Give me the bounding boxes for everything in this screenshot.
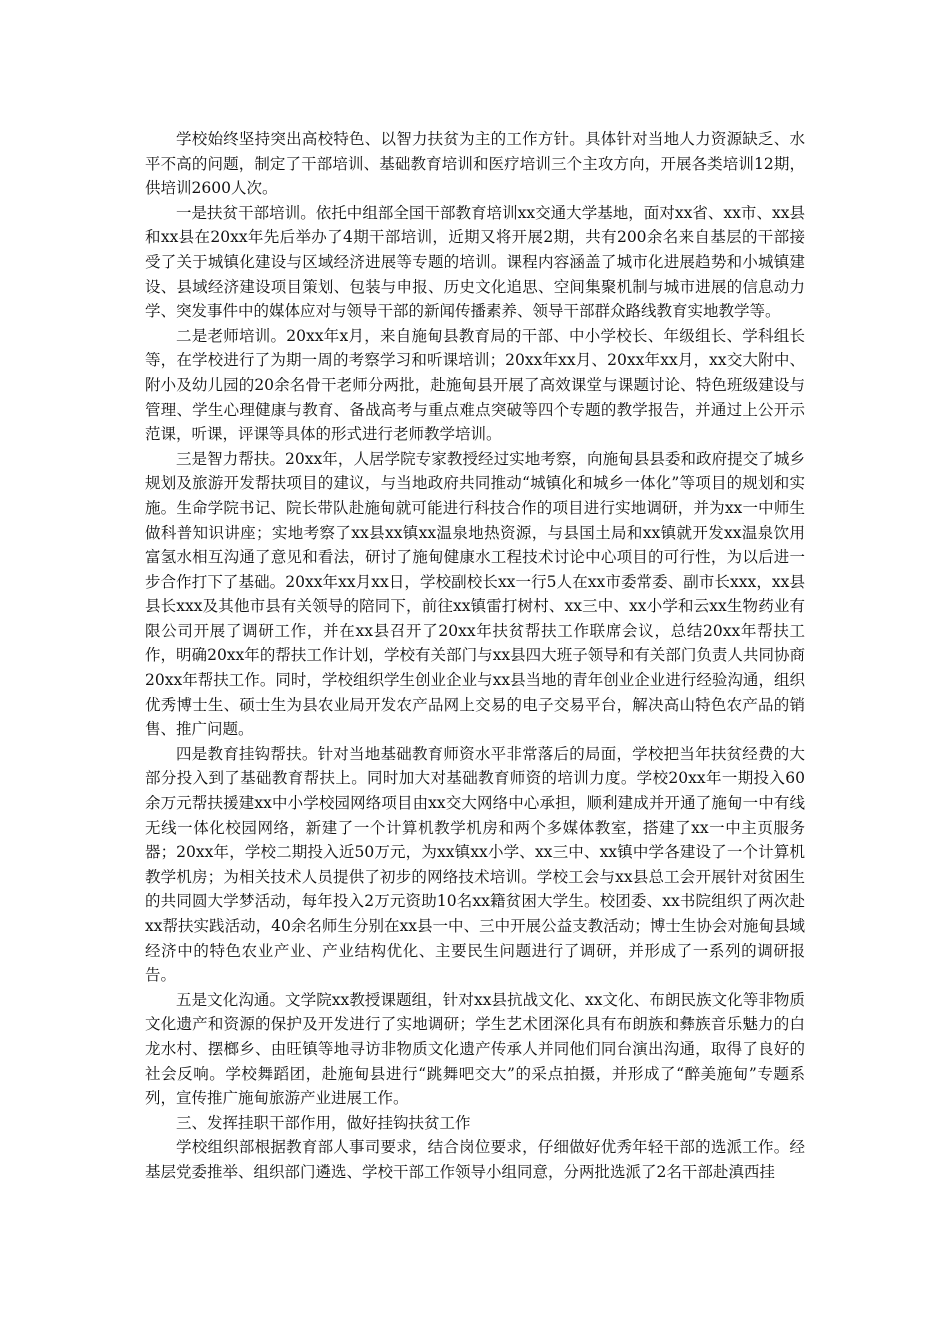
paragraph-intellectual-support: 三是智力帮扶。20xx年，人居学院专家教授经过实地考察，向施甸县县委和政府提交了城乡规划及旅游开发帮扶项目的建议，与当地政府共同推动“城镇化和城乡一体化”等项目的规划和实施。生命学院书记、院长带队赴施甸就可能进行科技合作的项目进行实地调研，并为xx一中师生做科普知识讲座；实地考察了xx县xx镇xx温泉地热资源，与县国土局和xx镇就开发xx温泉饮用富氢水相互沟通了意见和看法，研讨了施甸健康水工程技术讨论中心项目的可行性，为以后进一步合作打下了基础。20xx年xx月xx日，学校副校长xx一行5人在xx市委常委、副市长xxx，xx县县长xxx及其他市县有关领导的陪同下，前往xx镇雷打树村、xx三中、xx小学和云xx生物药业有限公司开展了调研工作，并在xx县召开了20xx年扶贫帮扶工作联席会议，总结20xx年帮扶工作，明确20xx年的帮扶工作计划，学校有关部门与xx县四大班子领导和有关部门负责人共同协商20xx年帮扶工作。同时，学校组织学生创业企业与xx县当地的青年创业企业进行经验沟通，组织优秀博士生、硕士生为县农业局开发农产品网上交易的电子交易平台，解决高山特色农产品的销售、推广问题。: [145, 449, 805, 739]
document-page: [145, 127, 805, 1185]
paragraph-cultural-exchange: 五是文化沟通。文学院xx教授课题组，针对xx县抗战文化、xx文化、布朗民族文化等非物质文化遗产和资源的保护及开发进行了实地调研；学生艺术团深化具有布朗族和彝族音乐魅力的白龙水村、摆榔乡、由旺镇等地寻访非物质文化遗产传承人并同他们同台演出沟通，取得了良好的社会反响。学校舞蹈团，赴施甸县进行“跳舞吧交大”的采点拍摄，并形成了“醉美施甸”专题系列，宣传推广施甸旅游产业进展工作。: [145, 990, 805, 1108]
paragraph-teacher-training: 二是老师培训。20xx年x月，来自施甸县教育局的干部、中小学校长、年级组长、学科组长等，在学校进行了为期一周的考察学习和听课培训；20xx年xx月、20xx年xx月，xx交大附中、附小及幼儿园的20余名骨干老师分两批，赴施甸县开展了高效课堂与课题讨论、特色班级建设与管理、学生心理健康与教育、备战高考与重点难点突破等四个专题的教学报告，并通过上公开示范课，听课，评课等具体的形式进行老师教学培训。: [145, 326, 805, 444]
paragraph-cadre-training: 一是扶贫干部培训。依托中组部全国干部教育培训xx交通大学基地，面对xx省、xx市、xx县和xx县在20xx年先后举办了4期干部培训，近期又将开展2期，共有200余名来自基层的干部接受了关于城镇化建设与区域经济进展等专题的培训。课程内容涵盖了城市化进展趋势和小城镇建设、县域经济建设项目策划、包装与申报、历史文化追思、空间集聚机制与城市进展的信息动力学、突发事件中的媒体应对与领导干部的新闻传播素养、领导干部群众路线教育实地教学等。: [145, 203, 805, 321]
paragraph-education-support: 四是教育挂钩帮扶。针对当地基础教育师资水平非常落后的局面，学校把当年扶贫经费的大部分投入到了基础教育帮扶上。同时加大对基础教育师资的培训力度。学校20xx年一期投入60余万元帮扶援建xx中小学校园网络项目由xx交大网络中心承担，顺利建成并开通了施甸一中有线无线一体化校园网络，新建了一个计算机教学机房和两个多媒体教室，搭建了xx一中主页服务器；20xx年，学校二期投入近50万元，为xx镇xx小学、xx三中、xx镇中学各建设了一个计算机教学机房；为相关技术人员提供了初步的网络技术培训。学校工会与xx县总工会开展针对贫困生的共同圆大学梦活动，每年投入2万元资助10名xx籍贫困大学生。校团委、xx书院组织了两次赴xx帮扶实践活动，40余名师生分别在xx县一中、三中开展公益支教活动；博士生协会对施甸县域经济中的特色农业产业、产业结构优化、主要民生问题进行了调研，并形成了一系列的调研报告。: [145, 744, 805, 985]
paragraph-intro: 学校始终坚持突出高校特色、以智力扶贫为主的工作方针。具体针对当地人力资源缺乏、水平不高的问题，制定了干部培训、基础教育培训和医疗培训三个主攻方向，开展各类培训12期，供培训2600人次。: [145, 130, 805, 198]
section-heading: 三、发挥挂职干部作用，做好挂钩扶贫工作: [176, 1113, 471, 1132]
paragraph-cadre-selection: 学校组织部根据教育部人事司要求，结合岗位要求，仔细做好优秀年轻干部的选派工作。经基层党委推举、组织部门遴选、学校干部工作领导小组同意，分两批选派了2名干部赴滇西挂: [145, 1138, 805, 1181]
